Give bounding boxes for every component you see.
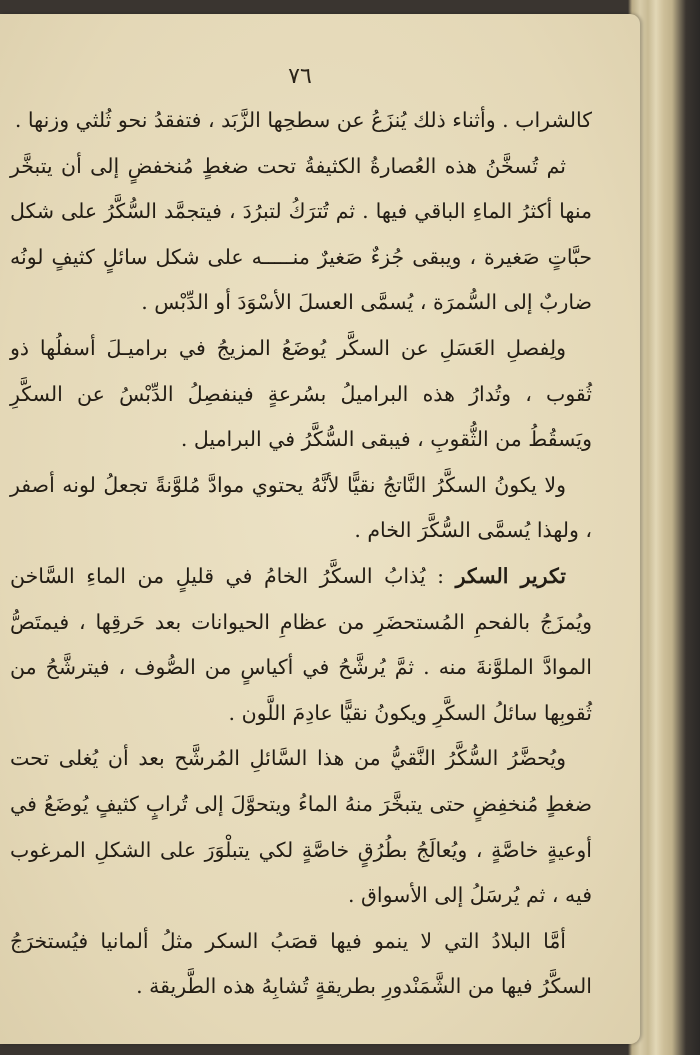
paragraph: ولا يكونُ السكَّرُ النَّاتجُ نقيًّا لأنَّهُ يحتوي موادَّ مُلوَّنةً تجعلُ لونه أصفر ، ولهذا يُسمَّى السُّكَّرَ الخام . bbox=[10, 472, 592, 543]
page-number: ٧٦ bbox=[288, 64, 312, 89]
paragraph: ولِفصلِ العَسَلِ عن السكَّر يُوضَعُ المزيجُ في براميـلَ أسفلُها ذو ثُقوب ، وتُدارُ هذه البراميلُ بسُرعةٍ فينفصِلُ الدِّبْسُ عن السكَّرِ ويَسقُطُ من الثُّقوبِ ، فيبقى السُّكَّرُ في البراميل . bbox=[10, 335, 592, 452]
paragraph: ثم تُسخَّنُ هذه العُصارةُ الكثيفةُ تحت ضغطٍ مُنخفضٍ إلى أن يتبخَّر منها أكثرُ الماءِ الباقي فيها . ثم تُترَكُ لتبرُدَ ، فيتجمَّد السُّكَّرُ على شكل حبَّاتٍ صَغيرة ، ويبقى جُزءٌ صَغيرٌ منـــــه على شكل سائلٍ كثيفٍ لونُه ضاربٌ إلى السُّمرَة ، يُسمَّى العسلَ الأسْوَدَ أو الدِّبْس . bbox=[10, 153, 592, 315]
paragraph bbox=[10, 554, 592, 736]
section-heading: تكرير السكر bbox=[455, 563, 566, 588]
book-page bbox=[0, 14, 640, 1044]
paragraph: كالشراب . وأثناء ذلك يُنزَعُ عن سطحِها الزَّبَد ، فتفقدُ نحو ثُلثي وزنها . bbox=[14, 108, 592, 132]
paragraph: أمَّا البلادُ التي لا ينمو فيها قصَبُ السكر مثلُ ألمانيا فيُستخرَجُ السكَّرُ فيها من الشَّمَنْدورِ بطريقةٍ تُشابِهُ هذه الطَّريقة . bbox=[10, 928, 592, 999]
body-text bbox=[10, 98, 592, 1010]
paragraph-text: : يُذابُ السكَّرُ الخامُ في قليلٍ من الماءِ السَّاخن ويُمزَجُ بالفحمِ المُستحضَرِ من عظامِ الحيوانات بعد حَرقِها ، فيمتَصُّ الموادَّ الملوَّنةَ منه . ثمَّ يُرشَّحُ في أكياسٍ من الصُّوف ، فيترشَّحُ من ثُقوبِها سائلُ السكَّرِ ويكونُ نقيًّا عادِمَ اللَّون . bbox=[10, 563, 592, 725]
paragraph: ويُحضَّرُ السُّكَّرُ النَّقيُّ من هذا السَّائلِ المُرشَّح بعد أن يُغلى تحت ضغطٍ مُنخفِضٍ حتى يتبخَّرَ منهُ الماءُ ويتحوَّلَ إلى تُرابٍ كثيفٍ يُوضَعُ في أوعيةٍ خاصَّةٍ ، ويُعالَجُ بطُرُقٍ خاصَّةٍ لكي يتبلْوَرَ على الشكلِ المرغوب فيه ، ثم يُرسَلُ إلى الأسواق . bbox=[10, 746, 592, 908]
